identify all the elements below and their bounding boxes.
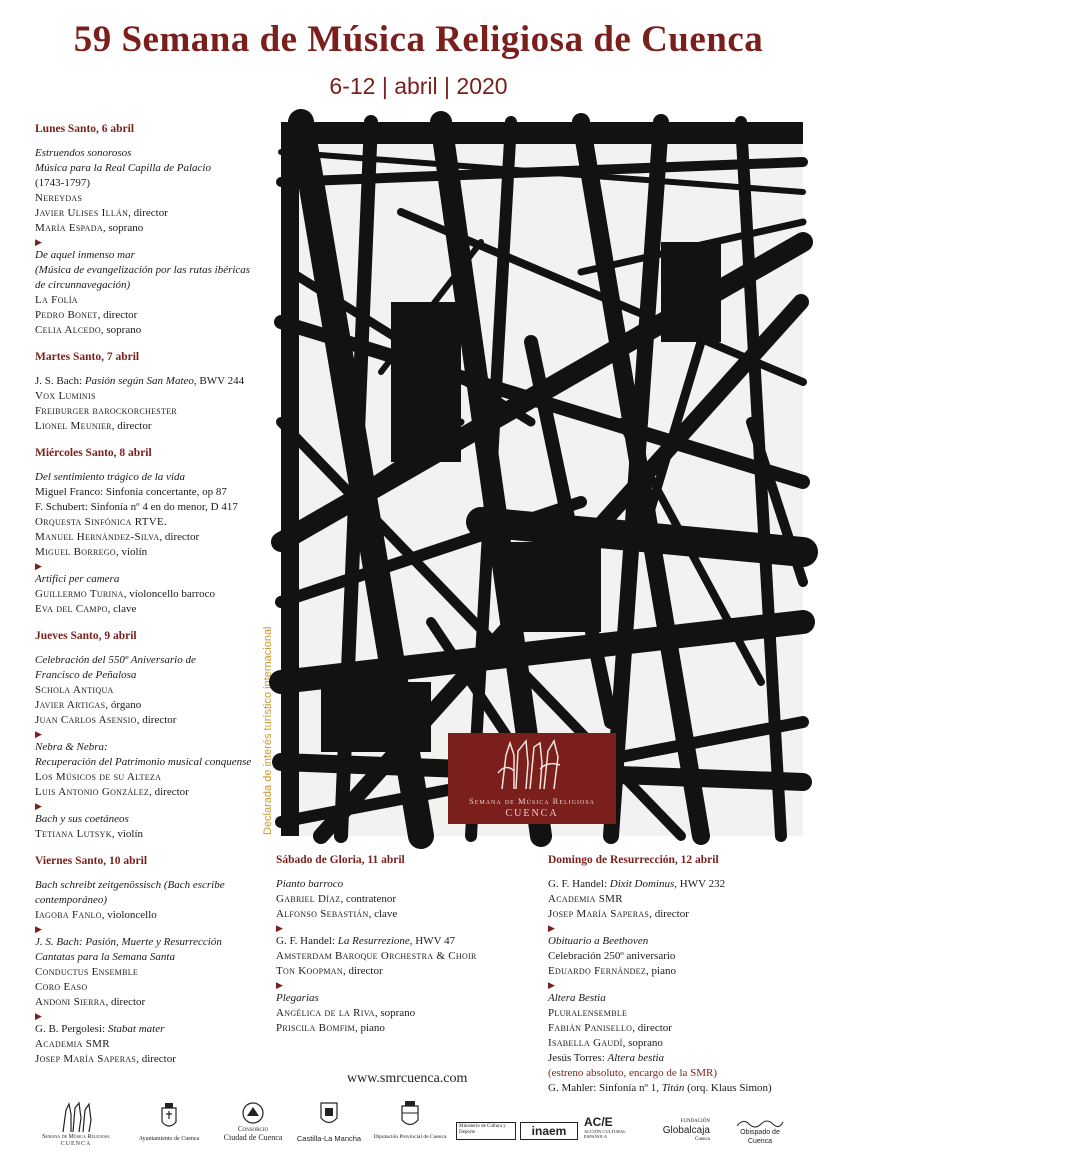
concert-title: Celebración del 550º Aniversario de: [35, 654, 196, 666]
ensemble: Amsterdam Baroque Orchestra & Choir: [276, 950, 477, 962]
ensemble: Coro Easo: [35, 981, 88, 993]
ayuntamiento-logo: Ayuntamiento de Cuenca: [126, 1102, 212, 1143]
concert-title: Bach y sus coetáneos: [35, 813, 129, 825]
concert-title: Nebra & Nebra:: [35, 741, 108, 753]
concert-title: G. F. Handel: Dixit Dominus, HWV 232: [548, 878, 726, 890]
logo-box-line2: CUENCA: [505, 808, 559, 819]
day-title-jueves: Jueves Santo, 9 abril: [35, 630, 137, 642]
performer: Lionel Meunier, director: [35, 420, 152, 432]
day-title-domingo: Domingo de Resurrección, 12 abril: [548, 854, 719, 866]
obispado-scroll-icon: [735, 1118, 785, 1128]
performer: Josep María Saperas, director: [548, 908, 689, 920]
triangle-bullet-icon: ▶: [35, 729, 42, 739]
ensemble: Nereydas: [35, 192, 83, 204]
work: Jesús Torres: Altera bestia: [548, 1052, 665, 1064]
concert-title: Pianto barroco: [276, 878, 344, 890]
page-title: 59 Semana de Música Religiosa de Cuenca: [73, 19, 764, 60]
concert-title: Obituario a Beethoven: [548, 935, 649, 947]
triangle-bullet-icon: ▶: [35, 801, 42, 811]
concert-subtitle: Cantatas para la Semana Santa: [35, 951, 175, 963]
logo-box-line1: Semana de Música Religiosa: [469, 796, 595, 806]
concert-title: G. F. Handel: La Resurrezione, HWV 47: [276, 935, 456, 947]
triangle-bullet-icon: ▶: [548, 923, 555, 933]
performer: Javier Artigas, órgano: [35, 699, 142, 711]
day-title-sabado: Sábado de Gloria, 11 abril: [276, 854, 405, 866]
triangle-bullet-icon: ▶: [35, 1011, 42, 1021]
ensemble: Academia SMR: [548, 893, 623, 905]
performer: Ton Koopman, director: [276, 965, 383, 977]
ensemble: Vox Luminis: [35, 390, 96, 402]
program-column-saturday: [276, 853, 538, 1036]
concert-title: Bach schreibt zeitgenössisch (Bach escribe: [35, 879, 225, 891]
coat-of-arms-icon: [159, 1102, 179, 1132]
obispado-logo: Obispado de Cuenca: [728, 1118, 792, 1146]
ensemble: La Folía: [35, 294, 78, 306]
castle-shield-icon: [318, 1100, 340, 1128]
performer: Javier Ulises Illán, director: [35, 207, 168, 219]
premiere-note: (estreno absoluto, encargo de la SMR): [548, 1067, 718, 1079]
performer: Josep María Saperas, director: [35, 1053, 176, 1065]
performer: Iagoba Fanlo, violoncello: [35, 909, 157, 921]
concert-title: J. S. Bach: Pasión según San Mateo, BWV 244: [35, 375, 245, 387]
performer: Juan Carlos Asensio, director: [35, 714, 177, 726]
concert-title: Estruendos sonorosos: [35, 147, 132, 159]
ensemble: Conductus Ensemble: [35, 966, 139, 978]
day-title-miercoles: Miércoles Santo, 8 abril: [35, 447, 152, 459]
consorcio-emblem-icon: [239, 1100, 267, 1126]
globalcaja-logo: FUNDACIÓN Globalcaja Cuenca: [662, 1119, 710, 1142]
branches-artwork-image: [281, 122, 803, 836]
concert-subtitle: Música para la Real Capilla de Palacio: [35, 162, 211, 174]
consorcio-logo: Consorcio Ciudad de Cuenca: [214, 1100, 292, 1142]
festival-dates: 6-12 | abril | 2020: [329, 73, 508, 99]
ensemble: Schola Antiqua: [35, 684, 114, 696]
concert-title: De aquel inmenso mar: [35, 249, 135, 261]
castilla-la-mancha-logo: Castilla-La Mancha: [292, 1100, 366, 1143]
performer: Isabella Gaudí, soprano: [548, 1037, 663, 1049]
work: G. Mahler: Sinfonía nº 1, Titán (orq. Klaus Simon): [548, 1082, 772, 1094]
work: F. Schubert: Sinfonía nº 4 en do menor, D 417: [35, 501, 238, 513]
program-column-left: [35, 122, 265, 1067]
performer: Celia Alcedo, soprano: [35, 324, 142, 336]
concert-title: Plegarias: [276, 992, 319, 1004]
smr-logo-box: [448, 733, 616, 824]
smr-figures-icon: [51, 1100, 101, 1134]
performer: Fabián Panisello, director: [548, 1022, 672, 1034]
ace-logo: AC/E ACCIÓN CULTURAL ESPAÑOLA: [584, 1115, 626, 1139]
performer: Eva del Campo, clave: [35, 603, 137, 615]
concert-title: Artifici per camera: [35, 573, 120, 585]
performer: Angélica de la Riva, soprano: [276, 1007, 416, 1019]
concert-title: J. S. Bach: Pasión, Muerte y Resurrección: [35, 936, 222, 948]
ensemble: Academia SMR: [35, 1038, 110, 1050]
smr-logo: Semana de Música Religiosa CUENCA: [28, 1100, 124, 1148]
triangle-bullet-icon: ▶: [276, 923, 283, 933]
performer: Manuel Hernández-Silva, director: [35, 531, 200, 543]
triangle-bullet-icon: ▶: [35, 237, 42, 247]
concert-subtitle: de circunnavegación): [35, 279, 131, 291]
ensemble: Los Músicos de su Alteza: [35, 771, 162, 783]
ensemble: Freiburger barockorchester: [35, 405, 178, 417]
ensemble: Orquesta Sinfónica RTVE.: [35, 516, 168, 528]
diputacion-logo: Diputación Provincial de Cuenca: [368, 1100, 452, 1141]
concert-subtitle: Francisco de Peñalosa: [35, 669, 137, 681]
concert-subtitle: Celebración 250º aniversario: [548, 950, 676, 962]
concert-title: Altera Bestia: [548, 992, 606, 1004]
triangle-bullet-icon: ▶: [548, 980, 555, 990]
performer: Luis Antonio González, director: [35, 786, 189, 798]
photo-credit: José María Lillo: [1071, 901, 1077, 944]
performer: Priscila Bomfim, piano: [276, 1022, 385, 1034]
work: Miguel Franco: Sinfonía concertante, op 87: [35, 486, 227, 498]
triangle-bullet-icon: ▶: [35, 924, 42, 934]
website-link[interactable]: www.smrcuenca.com: [347, 1071, 468, 1086]
day-title-viernes: Viernes Santo, 10 abril: [35, 855, 148, 867]
ensemble: Pluralensemble: [548, 1007, 628, 1019]
diputacion-shield-icon: [399, 1100, 421, 1130]
triangle-bullet-icon: ▶: [276, 980, 283, 990]
concert-title: Del sentimiento trágico de la vida: [35, 471, 185, 483]
inaem-logo: inaem: [520, 1122, 578, 1140]
concert-info: (1743-1797): [35, 177, 90, 189]
performer: Gabriel Díaz, contratenor: [276, 893, 397, 905]
smr-figures-logo-icon: [448, 733, 616, 798]
performer: Miguel Borrego, violín: [35, 546, 148, 558]
concert-title: contemporáneo): [35, 894, 108, 906]
triangle-bullet-icon: ▶: [35, 561, 42, 571]
sponsor-logos: [28, 1100, 818, 1150]
concert-subtitle: (Música de evangelización por las rutas ibéricas: [35, 264, 251, 276]
day-title-lunes: Lunes Santo, 6 abril: [35, 123, 135, 135]
ministerio-logo: Ministerio de Cultura y Deporte: [456, 1122, 516, 1140]
program-column-sunday: [548, 853, 818, 1096]
concert-title: G. B. Pergolesi: Stabat mater: [35, 1023, 165, 1035]
international-interest-label: Declarada de interés turístico internacional: [262, 626, 274, 835]
performer: Guillermo Turina, violoncello barroco: [35, 588, 216, 600]
performer: Alfonso Sebastián, clave: [276, 908, 398, 920]
performer: Andoni Sierra, director: [35, 996, 146, 1008]
performer: Tetiana Lutsyk, violín: [35, 828, 143, 840]
performer: Eduardo Fernández, piano: [548, 965, 676, 977]
concert-subtitle: Recuperación del Patrimonio musical conquense: [35, 756, 252, 768]
performer: Pedro Bonet, director: [35, 309, 138, 321]
performer: María Espada, soprano: [35, 222, 144, 234]
day-title-martes: Martes Santo, 7 abril: [35, 351, 140, 363]
